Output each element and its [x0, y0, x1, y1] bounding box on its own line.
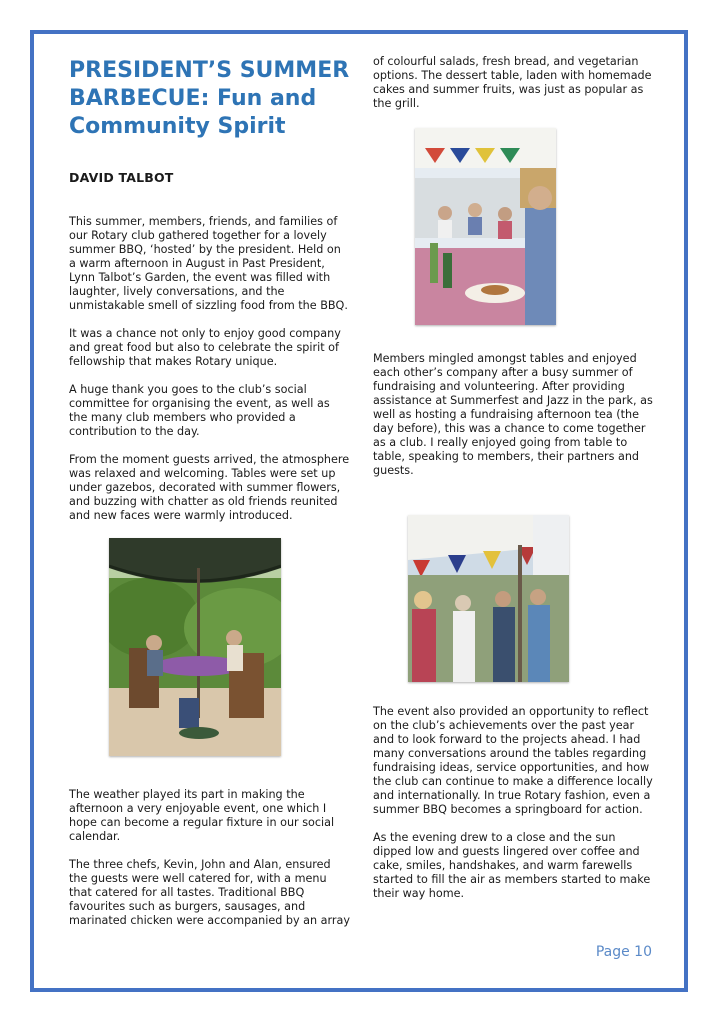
photo-garden-umbrella [109, 538, 281, 756]
photo-guests-mingling-image [408, 515, 569, 682]
right-column-middle [373, 352, 657, 492]
photo-gazebo-table-image [415, 128, 556, 325]
right-column-top [373, 55, 657, 125]
paragraph: Members mingled amongst tables and enjoyed each other’s company after a busy summer of fundraising and volunteering. After providing assistance at Summerfest and Jazz in the park, as well as hosting a fundraising afternoon tea (the day before), this was a chance to come together as a club. I really enjoyed going from table to table, speaking to members, their partners and guests. [373, 352, 653, 477]
article-author: DAVID TALBOT [69, 170, 174, 185]
paragraph: From the moment guests arrived, the atmosphere was relaxed and welcoming. Tables were set up under gazebos, decorated with summer flowers, and buzzing with chatter as old friends reunited and new faces were warmly introduced. [69, 453, 350, 522]
paragraph: of colourful salads, fresh bread, and vegetarian options. The dessert table, laden with homemade cakes and summer fruits, was just as popular as the grill. [373, 55, 652, 110]
paragraph: A huge thank you goes to the club’s social committee for organising the event, as well as the many club members who provided a contribution to the day. [69, 383, 330, 438]
paragraph: It was a chance not only to enjoy good company and great food but also to celebrate the spirit of fellowship that makes Rotary unique. [69, 327, 341, 368]
paragraph: As the evening drew to a close and the sun dipped low and guests lingered over coffee and cake, smiles, handshakes, and warm farewells started to fill the air as members started to make their way home. [373, 831, 651, 900]
photo-garden-umbrella-image [109, 538, 281, 756]
paragraph: The event also provided an opportunity to reflect on the club’s achievements over the past year and to look forward to the projects ahead. I had many conversations around the tables regarding fundraising ideas, service opportunities, and how the club can continue to make a difference locally and internationally. In true Rotary fashion, even a summer BBQ becomes a springboard for action. [373, 705, 653, 816]
paragraph: The weather played its part in making the afternoon a very enjoyable event, one which I hope can become a regular fixture in our social calendar. [69, 788, 335, 843]
photo-gazebo-table [415, 128, 556, 325]
left-column-bottom [69, 788, 351, 942]
paragraph: This summer, members, friends, and families of our Rotary club gathered together for a lovely summer BBQ, ‘hosted’ by the president. Held on a warm afternoon in August in Past President, Lynn Talbot’s Garden, the event was filled with laughter, lively conversations, and the unmistakable smell of sizzling food from the BBQ. [69, 215, 348, 312]
paragraph: The three chefs, Kevin, John and Alan, ensured the guests were well catered for, with a menu that catered for all tastes. Traditional BBQ favourites such as burgers, sausages, and marinated chicken were accompanied by an array [69, 858, 350, 927]
article-title: PRESIDENT’S SUMMER BARBECUE: Fun and Community Spirit [69, 58, 350, 139]
right-column-bottom [373, 705, 657, 915]
left-column [69, 57, 351, 537]
page-number: Page 10 [595, 944, 652, 960]
photo-guests-mingling [408, 515, 569, 682]
